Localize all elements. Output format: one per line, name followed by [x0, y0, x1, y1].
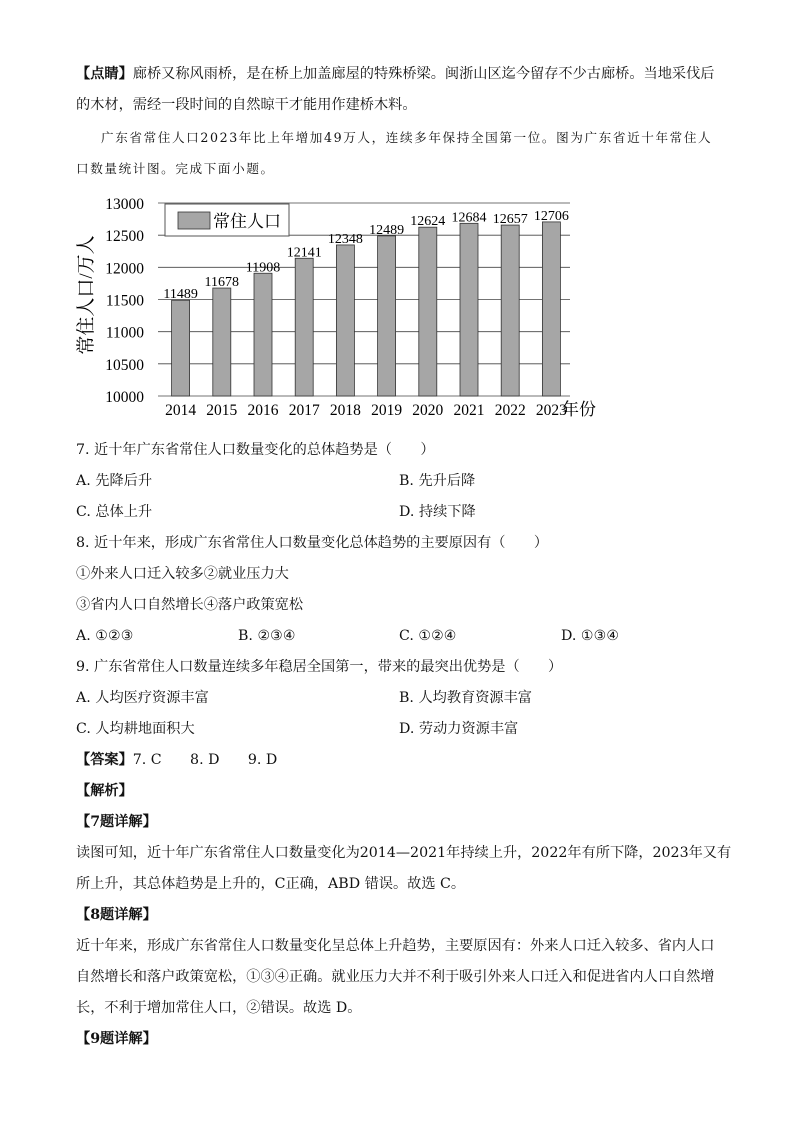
y-tick-label: 11500: [105, 292, 144, 310]
passage-line-2: 口数量统计图。完成下面小题。: [76, 161, 275, 176]
y-tick-label: 12000: [105, 260, 144, 278]
dianjing-tag: 【点睛】: [76, 66, 133, 82]
y-axis-label: 常住人口/万人: [76, 235, 97, 355]
detail-9-tag: 【9题详解】: [76, 1031, 157, 1047]
bar-value-label: 12624: [410, 214, 446, 230]
x-tick-label: 2022: [494, 402, 526, 419]
bar: [172, 300, 190, 396]
bar-value-label: 12141: [286, 245, 322, 261]
bar-value-label: 12706: [533, 208, 569, 224]
q8-stem: 8. 近十年来，形成广东省常住人口数量变化总体趋势的主要原因有（ ）: [76, 535, 549, 551]
x-tick-label: 2019: [371, 402, 403, 419]
bar: [254, 273, 272, 396]
y-tick-label: 10000: [105, 389, 144, 406]
q7-option-a: A. 先降后升: [76, 473, 153, 489]
answer-text: 7. C 8. D 9. D: [132, 752, 278, 768]
bar-value-label: 12684: [451, 210, 487, 226]
bar: [542, 222, 560, 396]
detail-7-line-1: 读图可知，近十年广东省常住人口数量变化为2014—2021年持续上升，2022年有所下降，2023年又有: [76, 845, 732, 861]
q8-items-1: ①外来人口迁入较多②就业压力大: [76, 566, 289, 582]
bar-value-label: 12657: [492, 212, 528, 228]
x-tick-label: 2017: [288, 402, 320, 419]
q8-option-b: B. ②③④: [238, 628, 296, 644]
chart-y-ticks: [105, 196, 144, 406]
answer-line: [76, 750, 277, 770]
bar: [419, 227, 437, 396]
bar: [378, 236, 396, 396]
bar-value-label: 11678: [204, 275, 240, 291]
q7-option-b: B. 先升后降: [399, 473, 476, 489]
q8-option-c: C. ①②④: [399, 628, 457, 644]
legend-label: 常住人口: [213, 212, 281, 231]
q9-option-a: A. 人均医疗资源丰富: [76, 690, 209, 706]
x-tick-label: 2016: [247, 402, 279, 419]
x-axis-label: 年份: [562, 400, 596, 419]
bar-value-label: 12348: [327, 231, 363, 247]
bar-value-label: 11489: [163, 287, 198, 303]
y-tick-label: 10500: [105, 356, 144, 374]
chart-legend: [165, 204, 289, 236]
legend-swatch: [178, 212, 210, 229]
q7-option-d: D. 持续下降: [399, 504, 476, 520]
x-tick-label: 2014: [165, 402, 197, 419]
y-tick-label: 12500: [105, 228, 144, 246]
q7-stem: 7. 近十年广东省常住人口数量变化的总体趋势是（ ）: [76, 442, 435, 458]
detail-7-line-2: 所上升，其总体趋势是上升的，C正确，ABD 错误。故选 C。: [76, 876, 466, 892]
q9-option-c: C. 人均耕地面积大: [76, 721, 195, 737]
population-bar-chart: [70, 190, 630, 422]
detail-8-line-3: 长，不利于增加常住人口，②错误。故选 D。: [76, 1000, 362, 1016]
x-tick-label: 2018: [329, 402, 361, 419]
q8-option-a: A. ①②③: [76, 628, 134, 644]
detail-8-tag: 【8题详解】: [76, 907, 157, 923]
bar-value-label: 12489: [369, 222, 405, 238]
detail-8-line-2: 自然增长和落户政策宽松，①③④正确。就业压力大并不利于吸引外来人口迁入和促进省内人口自然增: [76, 969, 715, 985]
x-tick-label: 2023: [535, 402, 567, 419]
detail-8-line-1: 近十年来，形成广东省常住人口数量变化呈总体上升趋势，主要原因有：外来人口迁入较多、省内人口: [76, 938, 715, 954]
y-tick-label: 11000: [105, 324, 144, 342]
bar: [213, 288, 231, 396]
x-tick-label: 2021: [453, 402, 485, 419]
q8-items-2: ③省内人口自然增长④落户政策宽松: [76, 597, 304, 613]
q8-option-d: D. ①③④: [561, 628, 620, 644]
intro-line-1: 【点睛】廊桥又称风雨桥，是在桥上加盖廊屋的特殊桥梁。闽浙山区迄今留存不少古廊桥。当地采伐后: [76, 66, 715, 82]
detail-7-tag: 【7题详解】: [76, 814, 157, 830]
bar: [501, 225, 519, 396]
q9-stem: 9. 广东省常住人口数量连续多年稳居全国第一，带来的最突出优势是（ ）: [76, 659, 563, 675]
answer-tag: 【答案】: [76, 752, 133, 768]
passage-line-1: 广东省常住人口2023年比上年增加49万人，连续多年保持全国第一位。图为广东省近十年常住人: [101, 130, 713, 145]
q7-option-c: C. 总体上升: [76, 504, 153, 520]
y-tick-label: 13000: [105, 196, 144, 213]
x-tick-label: 2020: [412, 402, 444, 419]
bar: [460, 223, 478, 396]
analysis-tag: 【解析】: [76, 783, 133, 799]
intro-line-2: 的木材，需经一段时间的自然晾干才能用作建桥木料。: [76, 97, 417, 113]
chart-x-ticks: [165, 402, 567, 419]
bar: [295, 258, 313, 396]
chart-bars: [172, 222, 561, 396]
q9-option-d: D. 劳动力资源丰富: [399, 721, 519, 737]
x-tick-label: 2015: [206, 402, 238, 419]
bar: [336, 245, 354, 396]
q9-option-b: B. 人均教育资源丰富: [399, 690, 532, 706]
bar-value-label: 11908: [245, 260, 281, 276]
